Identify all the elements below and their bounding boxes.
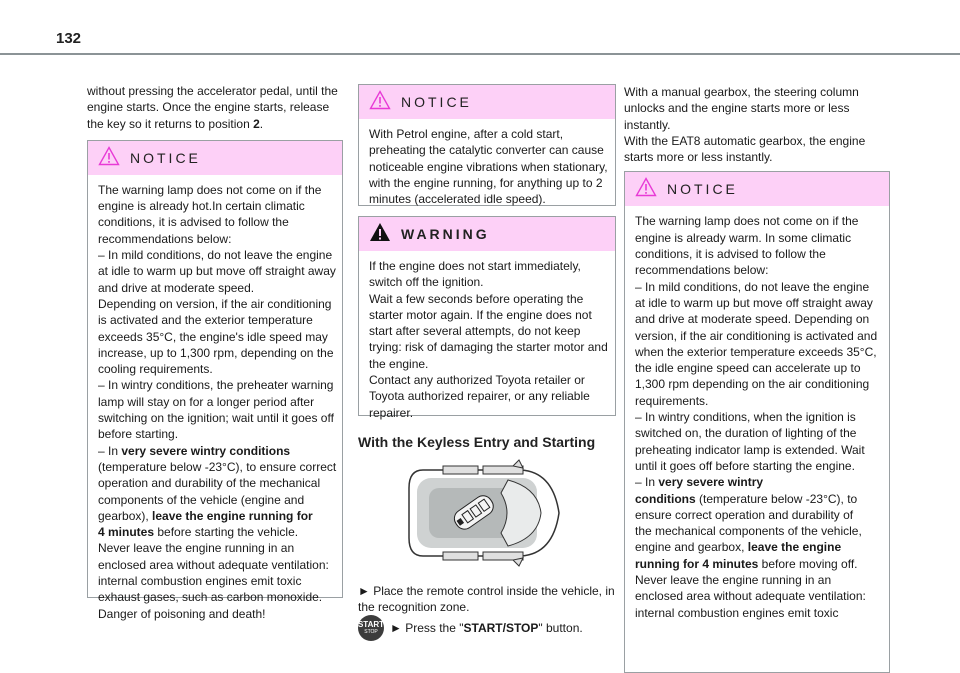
warning-filled-triangle-icon — [369, 222, 391, 246]
text: the key so it returns to position — [87, 116, 254, 131]
text-line: exhaust gases, such as carbon monoxide. — [98, 590, 323, 605]
notice-title: NOTICE — [130, 149, 201, 166]
warning-box — [358, 216, 616, 420]
notice-header — [625, 172, 889, 206]
warning-body — [359, 251, 615, 429]
bold-text: START/STOP — [463, 621, 539, 636]
text-line: noticeable engine vibrations when stationary, — [369, 159, 608, 174]
text-line: – In wintry conditions, the preheater warning — [98, 378, 334, 393]
notice-body — [359, 119, 615, 215]
notice-box — [358, 84, 616, 206]
text-line: when the exterior temperature exceeds 35°C, — [635, 344, 877, 359]
text-line: trying: risk of damaging the starter motor and — [369, 340, 608, 355]
text-line — [98, 508, 332, 524]
text-line: exceeds 35°C, the engine's idle speed may — [98, 329, 328, 344]
bold-text: 4 minutes — [98, 525, 155, 540]
text-line: Never leave the engine running in an — [635, 573, 832, 588]
text-line: starts more or less instantly. — [624, 150, 773, 165]
press-start-step — [358, 615, 616, 641]
text-line: – In wintry conditions, when the ignition is — [635, 410, 856, 425]
notice-body — [625, 206, 889, 628]
text-line: is activated and the exterior temperature — [98, 313, 313, 328]
text-line: with the engine running, for anything up to 2 — [369, 175, 603, 190]
text-line: With Petrol engine, after a cold start, — [369, 127, 564, 141]
text: (temperature below -23°C), to — [695, 491, 858, 506]
text-line: starter motor again. If the engine does not — [369, 307, 592, 322]
text-line: The warning lamp does not come on if the — [635, 214, 859, 229]
text-line — [635, 539, 879, 555]
text-line: the idle engine speed can accelerate up to — [635, 361, 861, 376]
text-line: conditions, it is advised to follow the — [98, 215, 289, 230]
warning-triangle-icon — [369, 90, 391, 114]
text: ► Press the " — [390, 621, 464, 636]
notice-box — [87, 140, 343, 621]
text-line: The warning lamp does not come on if the — [98, 182, 322, 197]
notice-body — [88, 175, 342, 630]
text-line: internal combustion engines emit toxic — [98, 574, 302, 589]
text: the mechanical components of the vehicle, — [635, 524, 862, 539]
text-line: at idle to warm up but move off straight away — [635, 295, 873, 310]
warning-title: WARNING — [401, 225, 490, 242]
text-line: With the EAT8 automatic gearbox, the engine — [624, 133, 866, 148]
text: – In — [635, 475, 659, 490]
page-number: 132 — [56, 30, 82, 47]
notice-title: NOTICE — [401, 93, 472, 110]
text-line: the engine. — [369, 356, 429, 371]
right-column — [624, 84, 890, 673]
bold-text: very severe wintry conditions — [121, 443, 291, 458]
warning-header — [359, 217, 615, 251]
text-line: engine starts. Once the engine starts, release — [87, 100, 330, 115]
notice-header — [359, 85, 615, 119]
text-line: switched on, the duration of lighting of the — [635, 426, 857, 441]
text-line: without pressing the accelerator pedal, until the — [87, 84, 338, 98]
text-line — [635, 523, 879, 539]
text-line: version, if the air conditioning is activated and — [635, 328, 878, 343]
text-line: operation and durability of the mechanical — [98, 476, 321, 491]
text-line: engine is already hot.In certain climatic — [98, 199, 305, 214]
text: before moving off. — [758, 556, 858, 571]
text-line: instantly. — [624, 117, 671, 132]
press-start-text — [390, 620, 583, 636]
text: before starting the vehicle. — [154, 525, 299, 540]
text-line: and drive at moderate speed. Depending on — [635, 312, 870, 327]
text-line: lamp will stay on for a longer period after — [98, 394, 315, 409]
text-line: engine is already warm. In some climatic — [635, 230, 852, 245]
text-line: (temperature below -23°C), to ensure correct — [98, 459, 337, 474]
text: " button. — [538, 621, 583, 636]
text: engine and gearbox, — [635, 540, 748, 555]
text-line: conditions, it is advised to follow the — [635, 247, 826, 262]
text-line: at idle to warm up but move off straight away — [98, 264, 336, 279]
text-line — [87, 116, 343, 132]
intro-text — [87, 83, 343, 132]
text-line: preheating the catalytic converter can cause — [369, 143, 604, 158]
text-line: Wait a few seconds before operating the — [369, 291, 584, 306]
text: . — [259, 116, 264, 131]
text-line: If the engine does not start immediately, — [369, 259, 581, 273]
text: – In — [98, 443, 122, 458]
header-rule — [0, 53, 960, 55]
bold-text: very severe wintry — [658, 475, 764, 490]
text-line: Contact any authorized Toyota retailer or — [369, 373, 585, 388]
intro-text — [624, 84, 890, 165]
text-line: minutes (accelerated idle speed). — [369, 192, 546, 207]
text-line: Toyota authorized repairer, or any reliable — [369, 389, 590, 404]
text-line: ensure correct operation and durability of — [635, 507, 854, 522]
bold-text: conditions — [635, 491, 696, 506]
car-keyless-illustration — [403, 458, 616, 572]
text-line: cooling requirements. — [98, 362, 213, 377]
bold-text: leave the engine — [747, 540, 842, 555]
notice-title: NOTICE — [667, 181, 738, 198]
warning-triangle-icon — [98, 146, 120, 170]
text-line — [98, 524, 332, 540]
start-stop-button-icon — [358, 615, 384, 641]
text-line: – In mild conditions, do not leave the engine — [635, 279, 870, 294]
text-line: Depending on version, if the air conditioning — [98, 296, 332, 311]
section-heading: With the Keyless Entry and Starting — [358, 434, 596, 450]
warning-triangle-icon — [635, 177, 657, 201]
text-line: enclosed area without adequate ventilation: — [635, 589, 866, 604]
bold-text: running for 4 minutes — [635, 556, 759, 571]
text-line: Danger of poisoning and death! — [98, 606, 266, 621]
text-line: unlocks and the engine starts more or less — [624, 101, 850, 116]
text-line: With a manual gearbox, the steering column — [624, 85, 859, 99]
notice-box — [624, 171, 890, 673]
text-line: – In mild conditions, do not leave the engine — [98, 248, 333, 263]
text-line: the recognition zone. — [358, 599, 470, 614]
text-line: increase, up to 1,300 rpm, depending on the — [98, 345, 334, 360]
text-line: requirements. — [635, 393, 709, 408]
text-line: switching on the ignition; wait until it goes off — [98, 411, 334, 426]
text-line: until it goes off before starting the engine. — [635, 458, 855, 473]
text-line: recommendations below: — [635, 263, 769, 278]
stop-label: STOP — [364, 629, 378, 636]
text: gearbox), — [98, 508, 153, 523]
text-line: 1,300 rpm depending on the air conditioning — [635, 377, 870, 392]
text-line: enclosed area without adequate ventilation: — [98, 557, 329, 572]
text-line: preheating indicator lamp is extended. Wait — [635, 442, 865, 457]
bold-text: 2 — [253, 116, 260, 131]
text-line: internal combustion engines emit toxic — [635, 605, 839, 620]
text-line — [635, 491, 879, 507]
text-line: components of the vehicle (engine and — [98, 492, 305, 507]
text-line — [635, 556, 879, 572]
text-line: Never leave the engine running in an — [98, 541, 295, 556]
text-line: start after several attempts, do not keep — [369, 324, 581, 339]
text-line: switch off the ignition. — [369, 275, 484, 290]
text-line — [635, 474, 879, 490]
middle-column — [358, 84, 616, 641]
steps-text — [358, 583, 616, 616]
left-column — [87, 83, 343, 621]
text-line: ► Place the remote control inside the vehicle, in — [358, 583, 615, 598]
text-line: before starting. — [98, 427, 179, 442]
bold-text: leave the engine running for — [152, 508, 313, 523]
text-line — [98, 443, 332, 459]
start-label: START — [357, 620, 385, 630]
text-line: repairer. — [369, 405, 414, 420]
text-line: and drive at moderate speed. — [98, 280, 255, 295]
text-line: recommendations below: — [98, 231, 232, 246]
notice-header — [88, 141, 342, 175]
